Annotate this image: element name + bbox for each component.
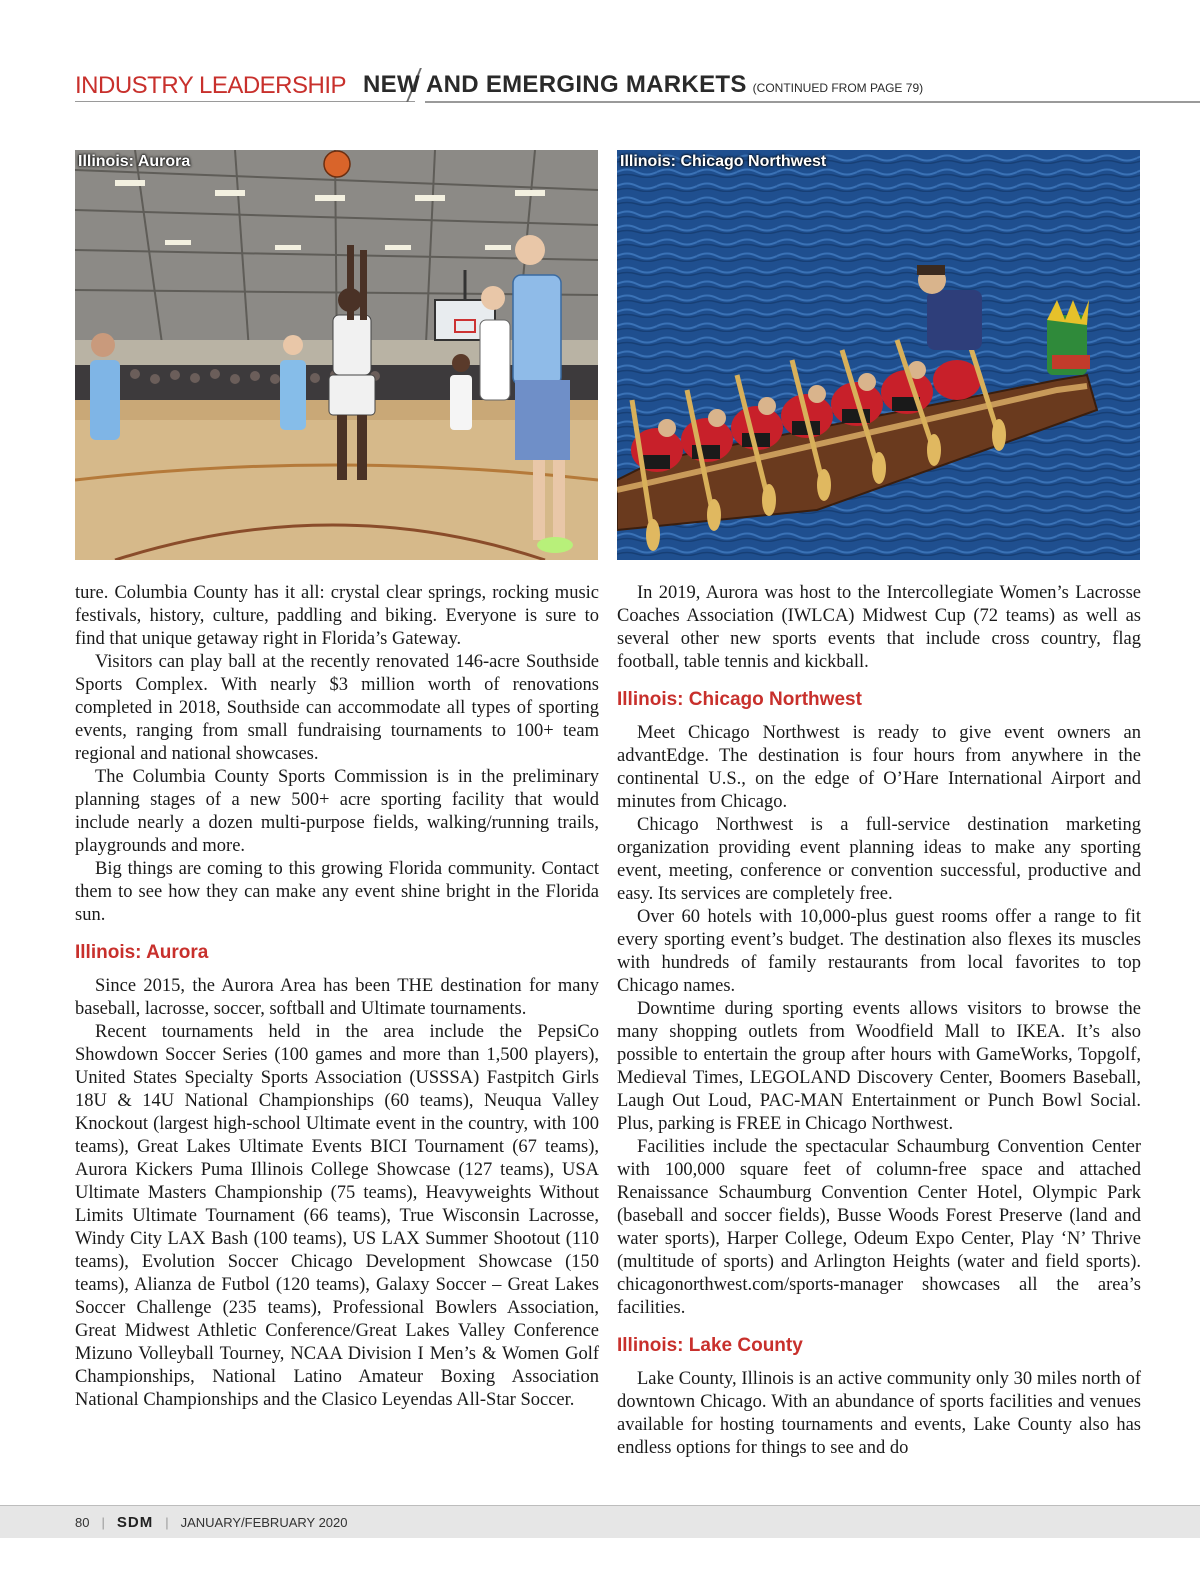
footer-content — [75, 1514, 348, 1531]
left-paragraph-2: Visitors can play ball at the recently renovated 146-acre Southside Sports Complex. With nearly $3 million worth of renovations completed in 2018, Southside can accommodate all types of sporting events, ranging from small fundraising tournaments to 100+ team regional and national showcases. — [75, 652, 599, 764]
footer-separator: | — [165, 1515, 169, 1530]
issue-date: JANUARY/FEBRUARY 2020 — [180, 1515, 348, 1530]
right-paragraph-4: Over 60 hotels with 10,000-plus guest rooms offer a range to fit every sporting event’s budget. The destination also flexes its muscles with hundreds of family restaurants from local favorites to top Chicago names. — [617, 907, 1141, 996]
heading-illinois-chicago-northwest: Illinois: Chicago Northwest — [617, 689, 862, 710]
basketball-scene — [75, 150, 598, 560]
page-footer — [0, 1505, 1200, 1538]
section-kicker: INDUSTRY LEADERSHIP — [75, 72, 347, 99]
footer-separator: | — [101, 1515, 105, 1530]
left-paragraph-1: ture. Columbia County has it all: crystal clear springs, rocking music festivals, history, culture, paddling and biking. Everyone is sure to find that unique getaway right in Florida’s Gateway. — [75, 583, 599, 649]
left-paragraph-6: Recent tournaments held in the area include the PepsiCo Showdown Soccer Series (100 games and more than 1,500 players), United States Specialty Sports Association (USSSA) Fastpitch Girls 18U & 14U National Championships (60 teams), Neuqua Valley Knockout (largest high-school Ultimate event in the country, with 100 teams), Great Lakes Ultimate Events BICI Tournament (67 teams), Aurora Kickers Puma Illinois College Showcase (127 teams), USA Ultimate Masters Championship (75 teams), Heavyweights Without Limits Ultimate Tournament (66 teams), True Wisconsin Lacrosse, Windy City LAX Bash (100 teams), US LAX Summer Shootout (110 teams), Evolution Soccer Chicago Development Showcase (150 teams), Alianza de Futbol (120 teams), Galaxy Soccer – Great Lakes Soccer Challenge (235 teams), Professional Bowlers Association, Great Midwest Athletic Conference/Great Lakes Valley Conference Mizuno Volleyball Tourney, NCAA Division I Men’s & Women Golf Championships, National Latino Amateur Boxing Association National Championships and the Clasico Leyendas All-Star Soccer. — [75, 1022, 599, 1410]
right-paragraph-6: Facilities include the spectacular Schaumburg Convention Center with 100,000 square feet of column-free space and attached Renaissance Schaumburg Convention Center Hotel, Olympic Park (baseball and soccer fields), Busse Woods Forest Preserve (land and water sports), Harper College, Odeum Expo Center, Play ‘N’ Thrive (multitude of sports) and Arlington Heights (water and field sports). chicagonorthwest.com/sports-manager showcases all the area’s facilities. — [617, 1137, 1141, 1318]
aurora-basketball-photo — [75, 150, 598, 560]
page-header — [75, 64, 1200, 104]
magazine-brand: SDM — [116, 1514, 154, 1531]
right-paragraph-7: Lake County, Illinois is an active community only 30 miles north of downtown Chicago. With an abundance of sports facilities and venues available for hosting tournaments and events, Lake County also has endless options for things to see and do — [617, 1369, 1141, 1458]
header-rule — [425, 101, 1200, 103]
left-paragraph-3: The Columbia County Sports Commission is in the preliminary planning stages of a new 500+ acre sporting facility that would include nearly a dozen multi-purpose fields, walking/running trails, playgrounds and more. — [75, 767, 599, 856]
right-paragraph-5: Downtime during sporting events allows visitors to browse the many shopping outlets from Woodfield Mall to IKEA. It’s also possible to entertain the group after hours with GameWorks, Topgolf, Medieval Times, LEGOLAND Discovery Center, Boomers Baseball, Laugh Out Loud, PAC-MAN Entertainment or Punch Bowl Social. Plus, parking is FREE in Chicago Northwest. — [617, 999, 1141, 1134]
section-title-text: NEW AND EMERGING MARKETS — [363, 71, 747, 98]
dragon-boat-scene — [617, 150, 1140, 560]
section-title — [363, 71, 923, 99]
photo-caption-chicago: Illinois: Chicago Northwest — [620, 153, 827, 170]
heading-illinois-aurora: Illinois: Aurora — [75, 942, 209, 963]
chicago-dragonboat-photo — [617, 150, 1140, 560]
right-paragraph-3: Chicago Northwest is a full-service destination marketing organization providing event planning ideas to make any sporting event, meeting, conference or convention successful, productive and easy. Its services are completely free. — [617, 815, 1141, 904]
page-number: 80 — [75, 1515, 90, 1530]
heading-illinois-lake-county: Illinois: Lake County — [617, 1335, 803, 1356]
right-column — [617, 582, 1141, 1460]
photo-caption-aurora: Illinois: Aurora — [78, 153, 191, 170]
left-column — [75, 582, 599, 1412]
right-paragraph-2: Meet Chicago Northwest is ready to give event owners an advantEdge. The destination is four hours from anywhere in the continental U.S., on the edge of O’Hare International Airport and minutes from Chicago. — [617, 723, 1141, 812]
left-paragraph-4: Big things are coming to this growing Florida community. Contact them to see how they can make any event shine bright in the Florida sun. — [75, 859, 599, 925]
left-paragraph-5: Since 2015, the Aurora Area has been THE destination for many baseball, lacrosse, soccer, softball and Ultimate tournaments. — [75, 976, 599, 1019]
right-paragraph-1: In 2019, Aurora was host to the Intercollegiate Women’s Lacrosse Coaches Association (IWLCA) Midwest Cup (72 teams) as well as several other new sports events that include cross country, flag football, table tennis and kickball. — [617, 583, 1141, 672]
continued-note: (CONTINUED FROM PAGE 79) — [752, 81, 924, 95]
header-rule-left — [75, 101, 415, 102]
